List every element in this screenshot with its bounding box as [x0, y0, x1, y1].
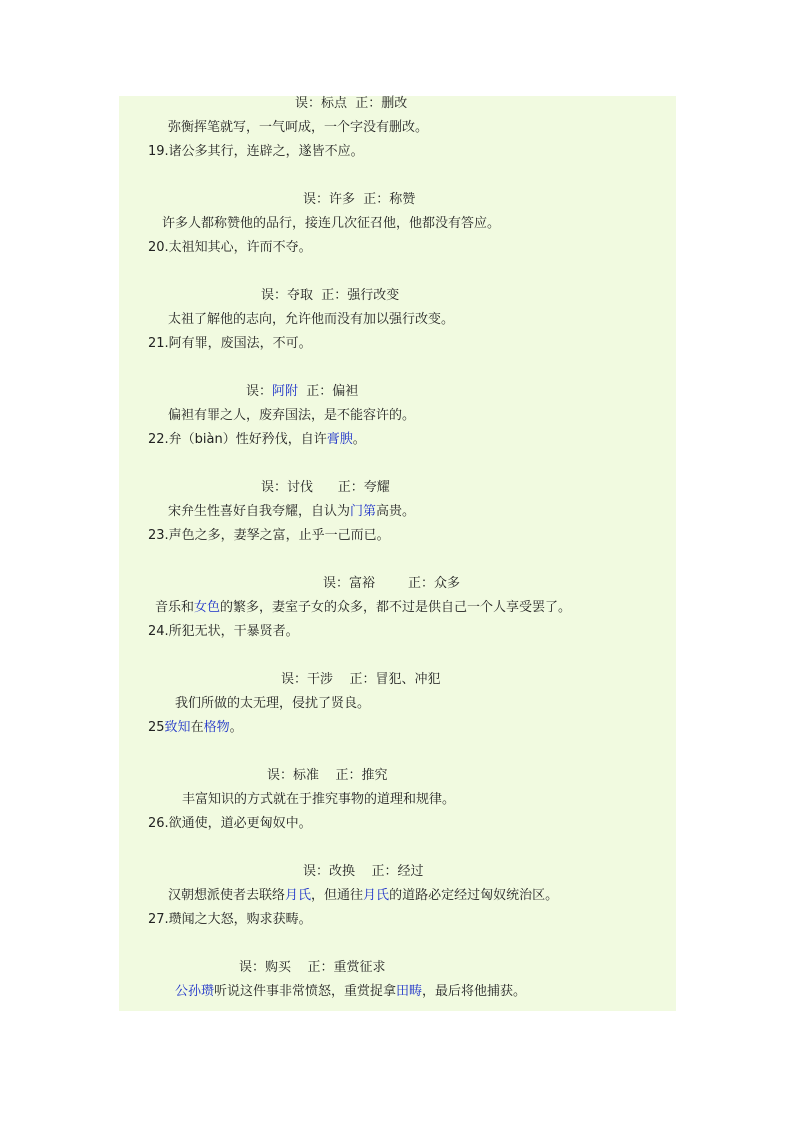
text-segment: 误：许多 正：称赞 [303, 192, 416, 207]
text-segment: 25 [148, 720, 165, 735]
term-link[interactable]: 膏腴 [326, 432, 353, 447]
translation-line-11 [168, 408, 415, 424]
text-segment: 误：购买 正：重赏征求 [239, 960, 386, 975]
translation-line-20 [175, 696, 370, 712]
source-sentence-line-12 [148, 432, 366, 448]
text-segment: 的道路必定经过匈奴统治区。 [389, 888, 559, 903]
term-link[interactable]: 女色 [194, 600, 221, 615]
correction-note-line-22 [267, 768, 388, 784]
text-segment: 26.欲通使，道必更匈奴中。 [148, 816, 312, 831]
text-segment: 的繁多，妻室子女的众多，都不过是供自己一个人享受罢了。 [220, 600, 572, 615]
term-link[interactable]: 公孙瓒 [175, 984, 215, 999]
correction-note-line-16 [323, 576, 460, 592]
text-segment: 偏袒有罪之人，废弃国法，是不能容许的。 [168, 408, 416, 423]
text-segment: 19.诸公多其行，连辟之，遂皆不应。 [148, 144, 364, 159]
source-sentence-line-18 [148, 624, 299, 640]
text-segment: 24.所犯无状，干暴贤者。 [148, 624, 299, 639]
text-segment: 误：干涉 正：冒犯、冲犯 [281, 672, 441, 687]
correction-note-line-4 [303, 192, 415, 208]
translation-line-14 [168, 504, 415, 520]
translation-line-23 [182, 792, 455, 808]
correction-note-line-28 [239, 960, 386, 976]
source-sentence-line-15 [148, 528, 390, 544]
text-segment: 听说这件事非常愤怒，重赏捉拿 [214, 984, 397, 999]
text-segment: 误： [246, 384, 273, 399]
translation-line-29 [175, 984, 526, 1000]
source-sentence-line-9 [148, 336, 312, 352]
text-segment: 27.瓒闻之大怒，购求获畴。 [148, 912, 312, 927]
text-segment: 23.声色之多，妻孥之富，止乎一己而已。 [148, 528, 390, 543]
source-sentence-line-24 [148, 816, 312, 832]
text-segment: 误：标准 正：推究 [267, 768, 388, 783]
translation-line-5 [162, 216, 500, 232]
term-link[interactable]: 田畴 [396, 984, 423, 999]
translation-line-26 [168, 888, 558, 904]
correction-note-line-13 [261, 480, 390, 496]
text-segment: ，最后将他捕获。 [422, 984, 527, 999]
term-link[interactable]: 格物 [203, 720, 230, 735]
term-link[interactable]: 月氏 [363, 888, 390, 903]
term-link[interactable]: 门第 [350, 504, 377, 519]
text-segment: 高贵。 [376, 504, 416, 519]
correction-note-line-19 [281, 672, 441, 688]
text-segment: 误：改换 正：经过 [303, 864, 424, 879]
text-segment: 误：富裕 正：众多 [323, 576, 461, 591]
text-segment: 误：夺取 正：强行改变 [261, 288, 400, 303]
text-segment: 正：偏袒 [298, 384, 359, 399]
term-link[interactable]: 阿附 [272, 384, 299, 399]
text-segment: 太祖了解他的志向，允许他而没有加以强行改变。 [168, 312, 455, 327]
text-segment: 我们所做的太无理，侵扰了贤良。 [175, 696, 371, 711]
source-sentence-line-6 [148, 240, 312, 256]
text-segment: 误：标点 正：删改 [295, 96, 408, 111]
term-link[interactable]: 致知 [164, 720, 191, 735]
text-segment: 21.阿有罪，废国法，不可。 [148, 336, 312, 351]
text-segment: ，但通往 [311, 888, 364, 903]
text-segment: 22.弁（biàn）性好矜伐，自许 [148, 432, 327, 447]
text-segment: 音乐和 [155, 600, 195, 615]
correction-note-line-1 [295, 96, 407, 112]
text-segment: 汉朝想派使者去联络 [168, 888, 286, 903]
text-segment: 。 [352, 432, 366, 447]
text-segment: 丰富知识的方式就在于推究事物的道理和规律。 [182, 792, 456, 807]
correction-note-line-25 [303, 864, 424, 880]
source-sentence-line-21 [148, 720, 243, 736]
text-segment: 。 [229, 720, 243, 735]
source-sentence-line-3 [148, 144, 364, 160]
text-segment: 20.太祖知其心，许而不夺。 [148, 240, 312, 255]
translation-line-17 [155, 600, 571, 616]
correction-note-line-10 [246, 384, 358, 400]
source-sentence-line-27 [148, 912, 312, 928]
text-segment: 许多人都称赞他的品行，接连几次征召他，他都没有答应。 [162, 216, 501, 231]
term-link[interactable]: 月氏 [285, 888, 312, 903]
text-segment: 在 [190, 720, 204, 735]
translation-line-8 [168, 312, 454, 328]
correction-note-line-7 [261, 288, 399, 304]
text-segment: 弥衡挥笔就写，一气呵成，一个字没有删改。 [168, 120, 429, 135]
text-segment: 宋弁生性喜好自我夸耀，自认为 [168, 504, 351, 519]
translation-line-2 [168, 120, 428, 136]
text-segment: 误：讨伐 正：夸耀 [261, 480, 390, 495]
